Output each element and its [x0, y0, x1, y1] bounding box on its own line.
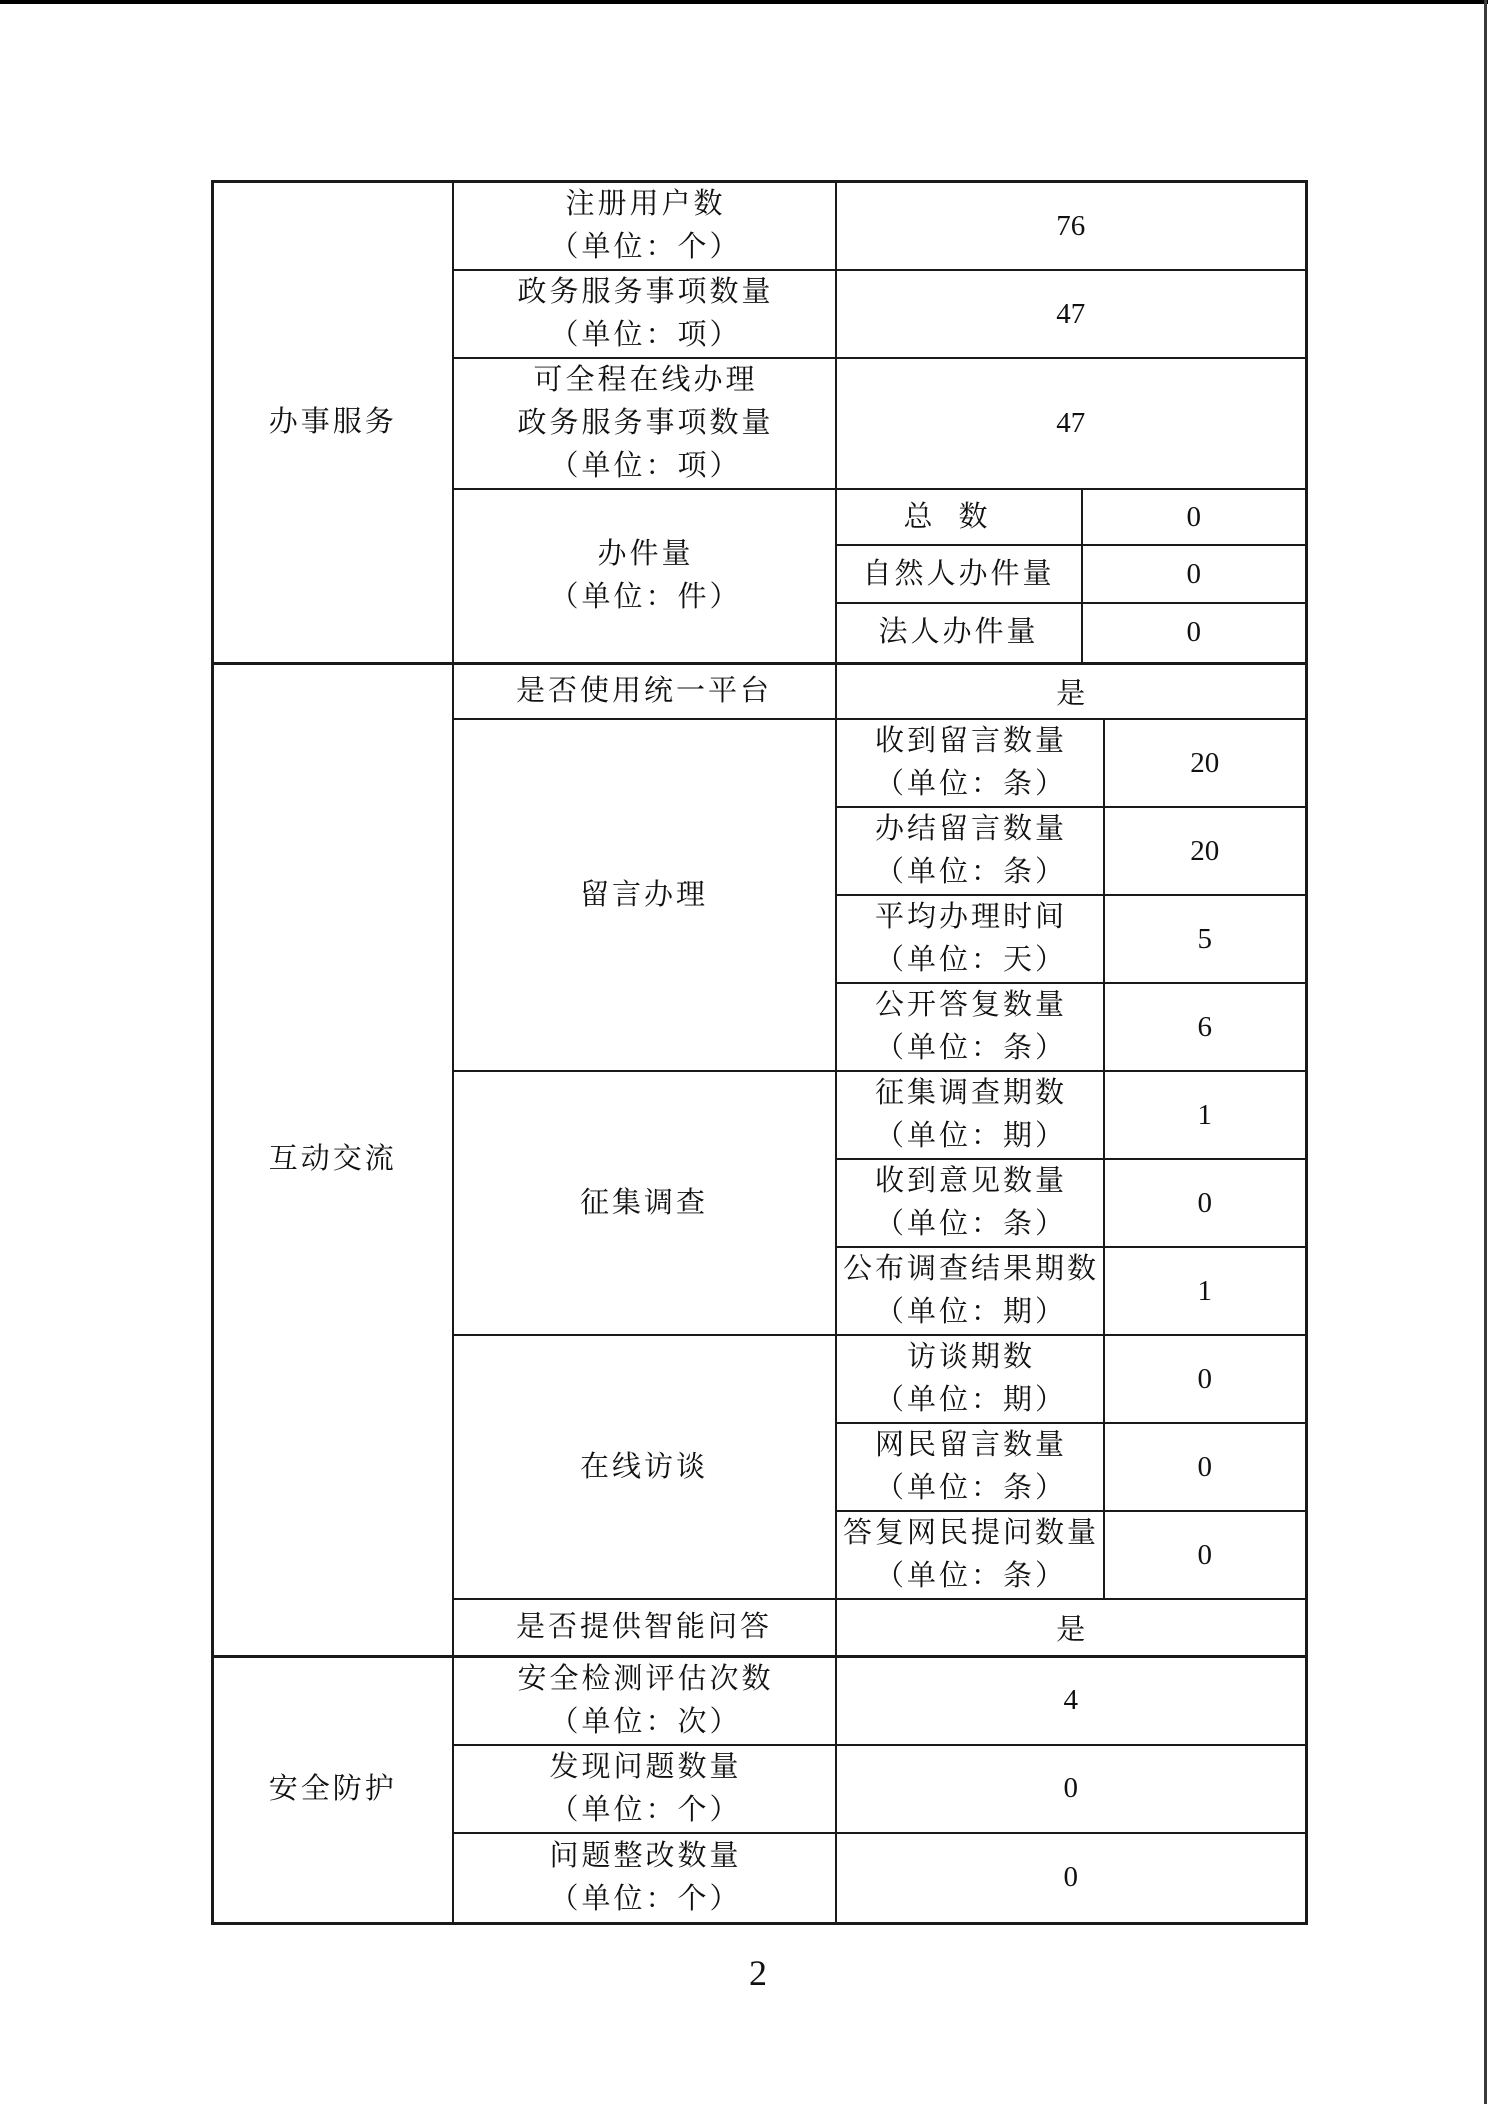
submetric-value: 0 [1082, 603, 1307, 663]
metric-value: 是 [836, 663, 1307, 719]
metric-name-cell [453, 358, 836, 489]
metric-name: 注册用户数 [565, 188, 726, 220]
group-name: 办件量 [597, 537, 694, 570]
submetric-value: 5 [1104, 895, 1307, 983]
submetric-value: 6 [1104, 983, 1307, 1071]
metric-name-cell [453, 182, 836, 271]
group-name-cell [453, 1071, 836, 1335]
submetric-name-cell [836, 1335, 1104, 1423]
metric-value: 是 [836, 1599, 1307, 1656]
submetric-name-cell [836, 1423, 1104, 1511]
submetric-name: 总数 [903, 500, 1014, 533]
category-label: 办事服务 [268, 405, 397, 438]
submetric-unit: （单位：条） [874, 1032, 1067, 1064]
submetric-value: 0 [1104, 1159, 1307, 1247]
group-name-cell [453, 1335, 836, 1599]
group-unit: （单位：件） [549, 580, 742, 613]
group-name: 征集调查 [579, 1186, 708, 1219]
submetric-name-cell [836, 489, 1082, 545]
metric-value: 47 [836, 358, 1307, 489]
submetric-value: 0 [1082, 545, 1307, 603]
submetric-value: 1 [1104, 1247, 1307, 1335]
submetric-name: 平均办理时间 [874, 901, 1067, 933]
submetric-name-cell [836, 545, 1082, 603]
submetric-unit: （单位：天） [874, 944, 1067, 976]
page-number: 2 [749, 1953, 767, 1993]
metric-name: 是否使用统一平台 [515, 674, 772, 707]
metric-value: 0 [836, 1833, 1307, 1924]
metric-name: 安全检测评估次数 [517, 1662, 774, 1695]
group-name: 在线访谈 [579, 1450, 708, 1483]
submetric-name-cell [836, 807, 1104, 895]
submetric-name: 收到意见数量 [874, 1165, 1067, 1197]
submetric-name-cell [836, 895, 1104, 983]
metric-value: 76 [836, 182, 1307, 271]
submetric-value: 0 [1104, 1423, 1307, 1511]
category-cell [213, 1656, 453, 1924]
submetric-name-cell [836, 1159, 1104, 1247]
metric-name-cell [453, 270, 836, 358]
submetric-unit: （单位：期） [874, 1120, 1067, 1152]
submetric-unit: （单位：条） [874, 768, 1067, 800]
submetric-name-cell [836, 1511, 1104, 1599]
submetric-name: 征集调查期数 [874, 1077, 1067, 1109]
submetric-unit: （单位：条） [874, 856, 1067, 888]
metric-name-cell [453, 1599, 836, 1656]
group-name-cell [453, 719, 836, 1071]
submetric-value: 20 [1104, 807, 1307, 895]
submetric-value: 1 [1104, 1071, 1307, 1159]
submetric-value: 20 [1104, 719, 1307, 807]
metric-value: 47 [836, 270, 1307, 358]
report-table [211, 180, 1308, 1925]
submetric-name: 网民留言数量 [874, 1429, 1067, 1461]
submetric-unit: （单位：条） [874, 1560, 1067, 1592]
metric-unit: （单位：个） [549, 1882, 742, 1915]
submetric-name-cell [836, 1247, 1104, 1335]
metric-unit: （单位：项） [549, 319, 742, 351]
submetric-unit: （单位：条） [874, 1472, 1067, 1504]
metric-name: 问题整改数量 [549, 1839, 742, 1872]
submetric-name: 法人办件量 [878, 616, 1039, 649]
metric-name-cell [453, 1745, 836, 1833]
metric-name: 政务服务事项数量 [517, 276, 774, 308]
submetric-unit: （单位：期） [874, 1384, 1067, 1416]
metric-unit: （单位：个） [549, 231, 742, 263]
metric-unit: （单位：个） [549, 1793, 742, 1826]
metric-name-line2: 政务服务事项数量 [517, 407, 774, 439]
metric-name-cell [453, 1656, 836, 1745]
metric-name: 发现问题数量 [549, 1750, 742, 1783]
submetric-name-cell [836, 983, 1104, 1071]
submetric-unit: （单位：条） [874, 1208, 1067, 1240]
page-right-border [1484, 0, 1487, 2104]
submetric-value: 0 [1104, 1335, 1307, 1423]
metric-value: 0 [836, 1745, 1307, 1833]
metric-value: 4 [836, 1656, 1307, 1745]
metric-name-cell [453, 663, 836, 719]
submetric-name: 答复网民提问数量 [842, 1517, 1099, 1549]
page-top-border [0, 0, 1488, 4]
submetric-unit: （单位：期） [874, 1296, 1067, 1328]
group-name-cell [453, 489, 836, 663]
metric-name: 是否提供智能问答 [515, 1610, 772, 1643]
submetric-name: 自然人办件量 [862, 557, 1055, 590]
submetric-value: 0 [1104, 1511, 1307, 1599]
category-cell [213, 663, 453, 1656]
submetric-name: 公开答复数量 [874, 989, 1067, 1021]
metric-name: 可全程在线办理 [533, 364, 758, 396]
submetric-name: 访谈期数 [906, 1341, 1035, 1373]
submetric-name-cell [836, 719, 1104, 807]
category-cell [213, 182, 453, 664]
submetric-name: 办结留言数量 [874, 813, 1067, 845]
metric-unit: （单位：项） [549, 450, 742, 482]
submetric-name: 公布调查结果期数 [842, 1253, 1099, 1285]
submetric-name-cell [836, 603, 1082, 663]
submetric-name-cell [836, 1071, 1104, 1159]
category-label: 互动交流 [268, 1143, 397, 1175]
submetric-value: 0 [1082, 489, 1307, 545]
metric-unit: （单位：次） [549, 1705, 742, 1738]
category-label: 安全防护 [268, 1773, 397, 1806]
metric-name-cell [453, 1833, 836, 1924]
group-name: 留言办理 [579, 878, 708, 911]
submetric-name: 收到留言数量 [874, 725, 1067, 757]
